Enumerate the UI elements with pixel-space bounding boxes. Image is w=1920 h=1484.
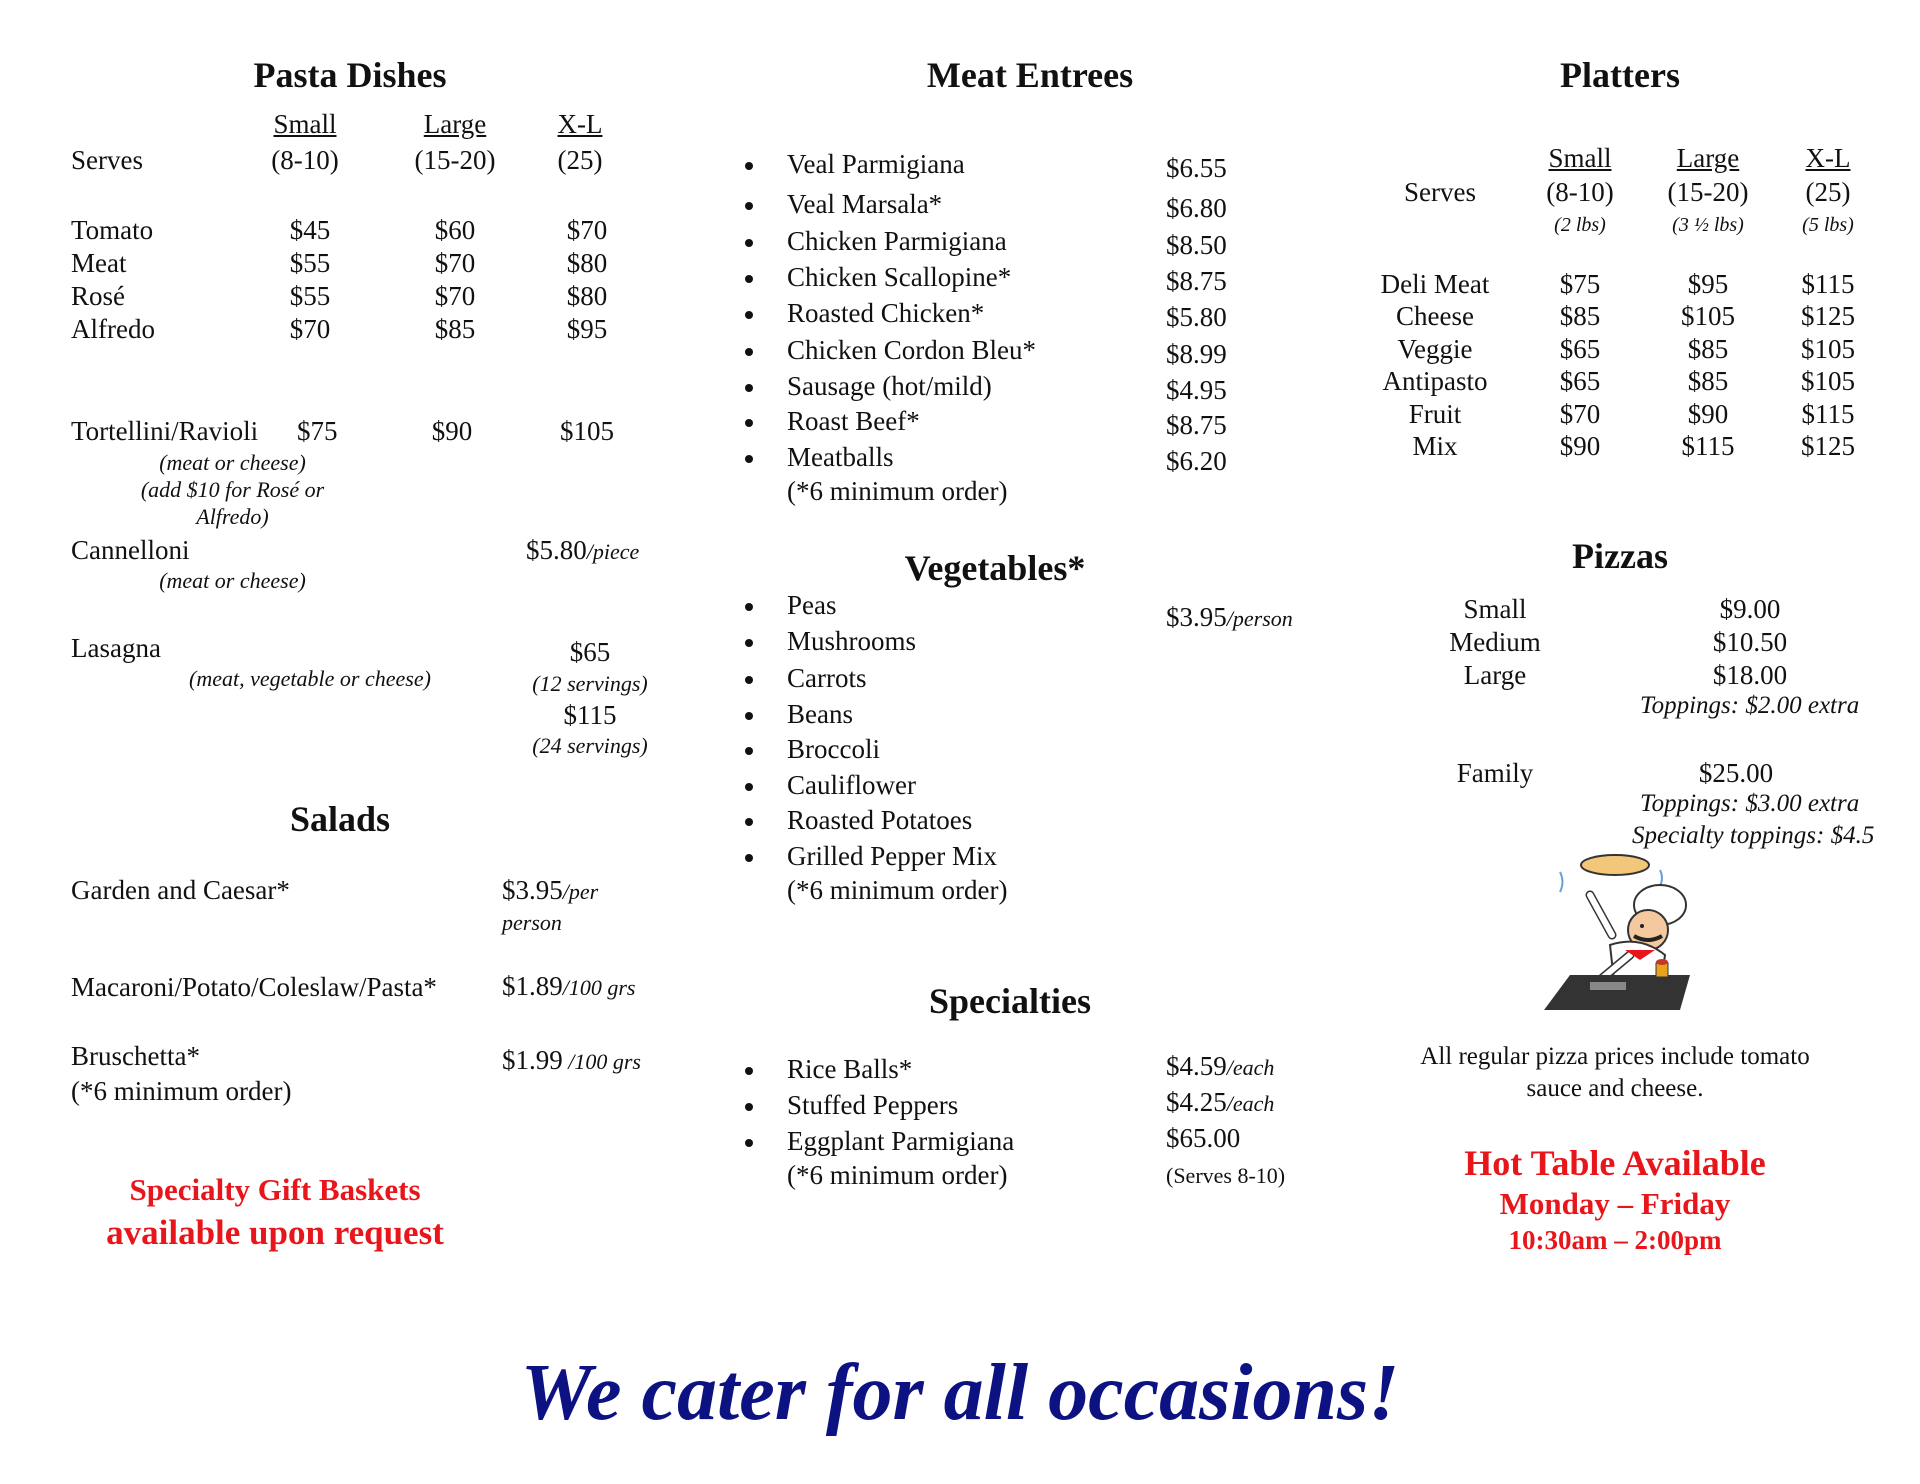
meat-item-name: Chicken Cordon Bleu* [787, 335, 1036, 365]
veg-min-note: (*6 minimum order) [787, 875, 1008, 905]
platter-name: Antipasto [1382, 366, 1488, 396]
platter-price-large: $85 [1687, 334, 1729, 364]
pasta-price-xl: $70 [566, 215, 608, 245]
veg-item-name: Roasted Potatoes [787, 805, 973, 835]
pizza-price: $9.00 [1719, 594, 1781, 624]
platter-price-large: $95 [1687, 269, 1729, 299]
meat-item-price: $4.95 [1166, 375, 1227, 405]
meat-item-name: Veal Parmigiana [787, 149, 965, 179]
pasta-price-large: $70 [434, 281, 476, 311]
tortellini-note: Alfredo) [196, 504, 269, 529]
veg-title: Vegetables* [904, 548, 1086, 588]
pizza-size: Medium [1449, 627, 1541, 657]
specialty-price [1166, 1050, 1274, 1083]
bullet-icon [745, 455, 753, 463]
tortellini-note: (add $10 for Rosé or [140, 477, 325, 502]
price-value: $1.99 [502, 1045, 563, 1075]
veg-item-name: Broccoli [787, 734, 880, 764]
salads-title: Salads [289, 799, 391, 839]
platter-serves-large: (15-20) [1667, 177, 1749, 207]
platter-price-xl: $125 [1801, 301, 1855, 331]
price-value: $1.89 [502, 971, 563, 1001]
salad-name: Macaroni/Potato/Coleslaw/Pasta* [71, 972, 437, 1002]
bullet-icon [745, 818, 753, 826]
specialty-price [1166, 1122, 1240, 1155]
platter-name: Mix [1412, 431, 1458, 461]
bullet-icon [745, 348, 753, 356]
meat-title: Meat Entrees [926, 55, 1134, 95]
veg-item-name: Peas [787, 590, 837, 620]
platter-size-small: Small [1548, 143, 1612, 173]
pasta-price-small: $45 [289, 215, 331, 245]
platter-price-small: $65 [1559, 334, 1601, 364]
platter-price-small: $90 [1559, 431, 1601, 461]
platter-price-xl: $125 [1801, 431, 1855, 461]
pizzas-title: Pizzas [1572, 536, 1668, 576]
cannelloni-price [526, 534, 639, 567]
pasta-price-xl: $80 [566, 281, 608, 311]
bullet-icon [745, 854, 753, 862]
meat-item-name: Chicken Parmigiana [787, 226, 1007, 256]
price-unit: /each [1226, 1055, 1275, 1080]
price-unit: /each [1226, 1091, 1275, 1116]
price-unit: /person [1226, 606, 1293, 631]
bullet-icon [745, 676, 753, 684]
hot-table-hours: 10:30am – 2:00pm [1508, 1225, 1722, 1255]
platter-name: Fruit [1408, 399, 1462, 429]
price-unit: /piece [586, 539, 640, 564]
meat-item-name: Veal Marsala* [787, 189, 943, 219]
bullet-icon [745, 639, 753, 647]
meat-item-price: $6.80 [1166, 193, 1227, 223]
salad-name: Garden and Caesar* [71, 875, 290, 905]
meat-item-name: Roast Beef* [787, 406, 920, 436]
lasagna-servings-12: (12 servings) [532, 671, 648, 696]
bullet-icon [745, 384, 753, 392]
pasta-name: Tomato [71, 215, 154, 245]
pasta-name: Cannelloni [71, 535, 190, 565]
platter-weight-small: (2 lbs) [1554, 214, 1606, 236]
pasta-price-xl: $80 [566, 248, 608, 278]
salad-price [502, 1044, 641, 1077]
lasagna-servings-24: (24 servings) [532, 733, 648, 758]
pasta-name: Lasagna [71, 633, 161, 663]
specialties-title: Specialties [929, 981, 1091, 1021]
tortellini-note: (meat or cheese) [159, 450, 306, 475]
slogan: We cater for all occasions! [520, 1349, 1400, 1437]
platter-size-large: Large [1676, 143, 1740, 173]
pasta-serves-large: (15-20) [414, 145, 496, 175]
specialty-name: Eggplant Parmigiana [787, 1126, 1015, 1156]
platter-serves-label: Serves [1404, 177, 1476, 207]
specialties-min-note: (*6 minimum order) [787, 1160, 1008, 1190]
specialties-serves-note: (Serves 8-10) [1166, 1163, 1286, 1188]
cannelloni-note: (meat or cheese) [159, 568, 306, 593]
specialty-name: Rice Balls* [787, 1054, 913, 1084]
veg-item-name: Beans [787, 699, 853, 729]
bullet-icon [745, 162, 753, 170]
platter-name: Veggie [1397, 334, 1473, 364]
platter-price-large: $105 [1681, 301, 1735, 331]
meat-item-price: $6.20 [1166, 446, 1227, 476]
price-unit: /100 grs [562, 975, 636, 1000]
bullet-icon [745, 712, 753, 720]
bullet-icon [745, 1139, 753, 1147]
pizza-info-note: All regular pizza prices include tomato [1420, 1043, 1810, 1070]
bullet-icon [745, 1067, 753, 1075]
pasta-size-xl: X-L [557, 109, 603, 139]
meat-item-price: $8.99 [1166, 339, 1227, 369]
gift-baskets-line2: available upon request [106, 1213, 444, 1252]
pizza-specialty-note: Specialty toppings: $4.5 [1632, 822, 1875, 849]
platter-serves-xl: (25) [1805, 177, 1851, 207]
pasta-name: Rosé [71, 281, 125, 311]
price-value: $3.95 [1166, 602, 1227, 632]
salad-name: Bruschetta* [71, 1041, 200, 1071]
pasta-price-large: $70 [434, 248, 476, 278]
platter-price-xl: $115 [1801, 269, 1855, 299]
bullet-icon [745, 603, 753, 611]
pasta-price-large: $85 [434, 314, 476, 344]
pasta-name: Alfredo [71, 314, 155, 344]
price-value: $3.95 [502, 875, 563, 905]
pasta-price-small: $75 [297, 416, 338, 446]
pizza-size: Small [1463, 594, 1527, 624]
pizza-price: $10.50 [1712, 627, 1788, 657]
price-value: $5.80 [526, 535, 587, 565]
pizza-toppings-note: Toppings: $3.00 extra [1640, 790, 1860, 817]
lasagna-price-24: $115 [563, 700, 617, 730]
pasta-size-small: Small [273, 109, 337, 139]
platter-price-small: $70 [1559, 399, 1601, 429]
pasta-serves-small: (8-10) [271, 145, 339, 175]
pasta-price-small: $55 [289, 248, 331, 278]
salad-note: (*6 minimum order) [71, 1076, 292, 1106]
platter-serves-small: (8-10) [1546, 177, 1614, 207]
veg-item-name: Cauliflower [787, 770, 916, 800]
veg-item-name: Mushrooms [787, 626, 917, 656]
bullet-icon [745, 747, 753, 755]
meat-min-note: (*6 minimum order) [787, 476, 1008, 506]
platter-price-small: $75 [1559, 269, 1601, 299]
pasta-price-xl: $105 [560, 416, 614, 446]
platters-title: Platters [1560, 55, 1680, 95]
specialty-name: Stuffed Peppers [787, 1090, 959, 1120]
price-value: $65.00 [1166, 1123, 1241, 1153]
meat-item-name: Chicken Scallopine* [787, 262, 1012, 292]
pizza-price: $25.00 [1698, 758, 1774, 788]
pasta-name: Tortellini/Ravioli [71, 416, 259, 446]
pasta-serves-label: Serves [71, 145, 143, 175]
platter-price-xl: $105 [1801, 366, 1855, 396]
pizza-chef-illustration [1530, 850, 1710, 1020]
pasta-size-large: Large [423, 109, 487, 139]
lasagna-price-12: $65 [569, 637, 611, 667]
bullet-icon [745, 202, 753, 210]
meat-item-name: Sausage (hot/mild) [787, 371, 992, 401]
platter-price-large: $115 [1681, 431, 1735, 461]
meat-item-name: Meatballs [787, 442, 894, 472]
specialty-price [1166, 1086, 1274, 1119]
salad-price [502, 970, 636, 1003]
pizza-toppings-note: Toppings: $2.00 extra [1640, 692, 1860, 719]
platter-price-small: $65 [1559, 366, 1601, 396]
pasta-name: Meat [71, 248, 127, 278]
pizza-info-note: sauce and cheese. [1526, 1075, 1704, 1102]
price-value: $4.25 [1166, 1087, 1227, 1117]
hot-table-days: Monday – Friday [1499, 1186, 1731, 1221]
gift-baskets-line1: Specialty Gift Baskets [129, 1172, 421, 1207]
pasta-price-large: $60 [434, 215, 476, 245]
platter-price-xl: $115 [1801, 399, 1855, 429]
platter-price-xl: $105 [1801, 334, 1855, 364]
salad-price [502, 874, 598, 907]
price-unit: /per [562, 879, 599, 904]
veg-price [1166, 601, 1293, 634]
platter-price-large: $90 [1687, 399, 1729, 429]
pasta-serves-xl: (25) [557, 145, 603, 175]
pasta-title: Pasta Dishes [253, 55, 447, 95]
pizza-price: $18.00 [1712, 660, 1788, 690]
bullet-icon [745, 311, 753, 319]
bullet-icon [745, 1103, 753, 1111]
meat-item-price: $5.80 [1166, 302, 1227, 332]
pizza-size: Large [1463, 660, 1527, 690]
hot-table-title: Hot Table Available [1464, 1143, 1766, 1183]
price-unit: person [502, 910, 562, 935]
price-unit: /100 grs [562, 1049, 641, 1074]
meat-item-price: $8.50 [1166, 230, 1227, 260]
meat-item-price: $6.55 [1166, 153, 1227, 183]
bullet-icon [745, 419, 753, 427]
pasta-price-small: $70 [289, 314, 331, 344]
bullet-icon [745, 783, 753, 791]
bullet-icon [745, 275, 753, 283]
platter-weight-large: (3 ½ lbs) [1672, 214, 1744, 236]
price-value: $4.59 [1166, 1051, 1227, 1081]
meat-item-price: $8.75 [1166, 266, 1227, 296]
veg-item-name: Carrots [787, 663, 867, 693]
platter-size-xl: X-L [1805, 143, 1851, 173]
platter-name: Cheese [1396, 301, 1474, 331]
platter-price-small: $85 [1559, 301, 1601, 331]
platter-price-large: $85 [1687, 366, 1729, 396]
platter-weight-xl: (5 lbs) [1802, 214, 1854, 236]
bullet-icon [745, 239, 753, 247]
pasta-price-xl: $95 [566, 314, 608, 344]
pasta-price-small: $55 [289, 281, 331, 311]
veg-item-name: Grilled Pepper Mix [787, 841, 997, 871]
meat-item-price: $8.75 [1166, 410, 1227, 440]
meat-item-name: Roasted Chicken* [787, 298, 985, 328]
platter-name: Deli Meat [1380, 269, 1490, 299]
lasagna-note: (meat, vegetable or cheese) [189, 666, 431, 691]
pizza-size: Family [1456, 758, 1534, 788]
pasta-price-large: $90 [431, 416, 473, 446]
